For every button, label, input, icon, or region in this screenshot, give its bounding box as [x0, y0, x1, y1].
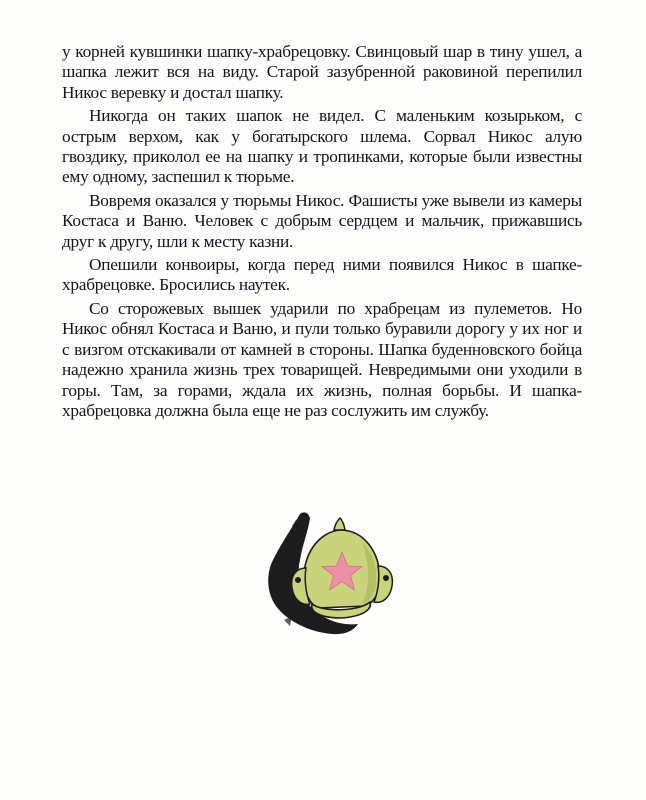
hat-spike: [334, 518, 345, 530]
paragraph-3: Вовремя оказался у тюрьмы Никос. Фашисты уже вывели из камеры Костаса и Ваню. Человек с добрым сердцем и мальчик, прижавшись друг к другу, шли к месту казни.: [62, 190, 582, 251]
paragraph-5: Со сторожевых вышек ударили по храбрецам из пулеметов. Но Никос обнял Костаса и Ваню, и пули только буравили дорогу у их ног и с визгом отскакивали от камней в стороны. Шапка буденновского бойца надежно хранила жизнь трех товарищей. Невредимыми они уходили в горы. Там, за горами, ждала их жизнь, полная борьбы. И шапка-храбрецовка должна была еще не раз сослужить им службу.: [62, 298, 582, 420]
paragraph-1: у корней кувшинки шапку-храбрецовку. Свинцовый шар в тину ушел, а шапка лежит вся на виду. Старой зазубренной раковиной перепилил Никос веревку и достал шапку.: [62, 42, 582, 102]
right-flap-button: [383, 575, 389, 581]
story-text: [62, 42, 582, 424]
paragraph-4: Опешили конвоиры, когда перед ними появился Никос в шапке-храбрецовке. Бросились наутек.: [62, 255, 582, 295]
paragraph-2: Никогда он таких шапок не видел. С маленьким козырьком, с острым верхом, как у богатырского шлема. Сорвал Никос алую гвоздику, приколол ее на шапку и тропинками, которые были известны ему одному, заспешил к тюрьме.: [62, 106, 582, 187]
left-flap-button: [295, 577, 301, 583]
budenovka-hat-illustration: [262, 508, 422, 638]
